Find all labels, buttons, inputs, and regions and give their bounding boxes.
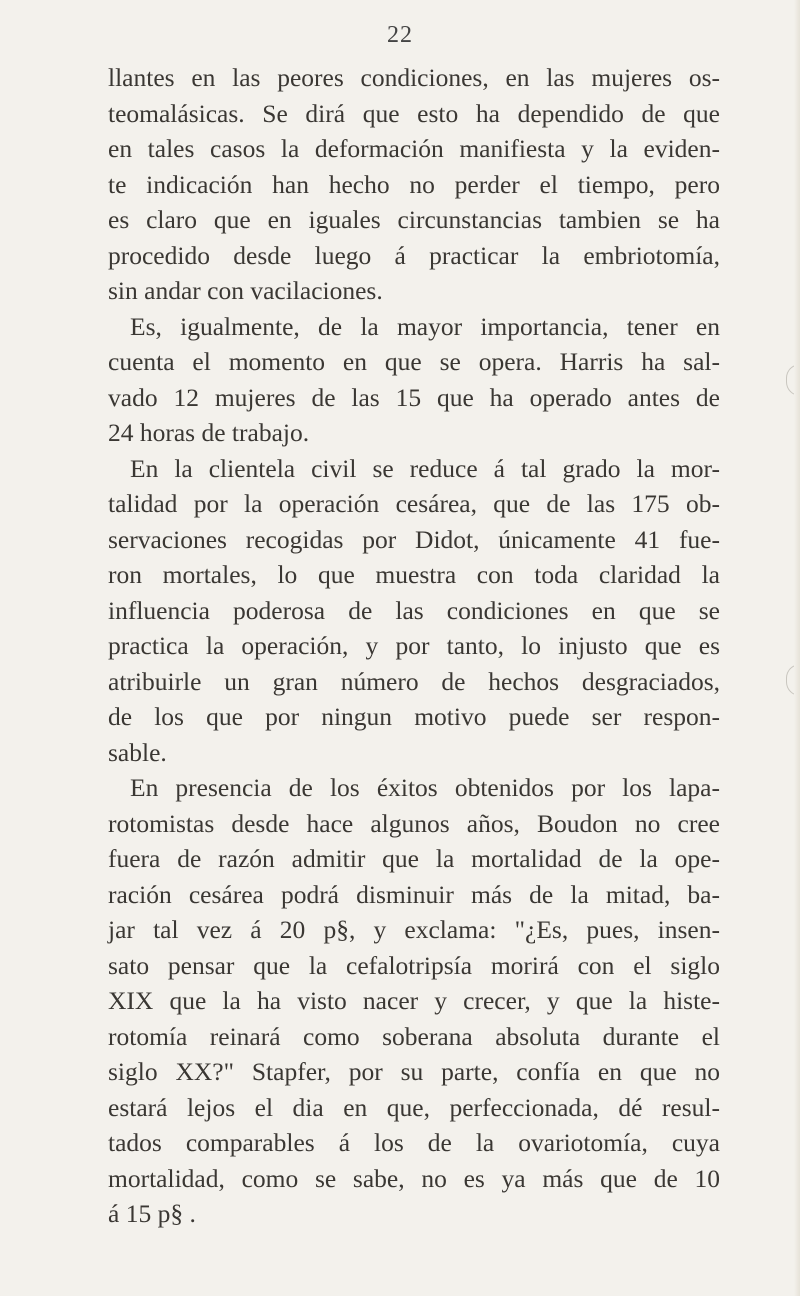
page-edge xyxy=(794,0,800,1296)
body-text xyxy=(108,60,720,1232)
text-line: estará lejos el dia en que, perfeccionada, dé resul- xyxy=(108,1092,720,1122)
text-line: vado 12 mujeres de las 15 que ha operado antes de xyxy=(108,382,720,412)
text-line: sin andar con vacilaciones. xyxy=(108,276,383,305)
text-line: llantes en las peores condiciones, en las mujeres os- xyxy=(108,63,720,92)
text-line: te indicación han hecho no perder el tiempo, pero xyxy=(108,169,720,199)
text-line: tados comparables á los de la ovariotomía, cuya xyxy=(108,1128,720,1157)
text-line: sato pensar que la cefalotripsía morirá con el siglo xyxy=(108,950,720,980)
text-line: rotomía reinará como soberana absoluta durante el xyxy=(108,1021,720,1051)
text-line: 24 horas de trabajo. xyxy=(108,418,310,447)
text-line: practica la operación, y por tanto, lo injusto que es xyxy=(108,631,720,660)
text-line: XIX que la ha visto nacer y crecer, y que la histe- xyxy=(108,986,720,1015)
text-line: ron mortales, lo que muestra con toda claridad la xyxy=(108,560,720,589)
text-line: talidad por la operación cesárea, que de las 175 ob- xyxy=(108,489,720,518)
text-line: jar tal vez á 20 p§, y exclama: "¿Es, pues, insen- xyxy=(108,915,720,944)
text-line: procedido desde luego á practicar la embriotomía, xyxy=(108,240,720,270)
text-line: atribuirle un gran número de hechos desgraciados, xyxy=(108,666,720,696)
text-line: á 15 p§ . xyxy=(108,1199,196,1228)
text-line: rotomistas desde hace algunos años, Boudon no cree xyxy=(108,808,720,838)
text-line: en tales casos la deformación manifiesta y la eviden- xyxy=(108,134,720,163)
text-line: ración cesárea podrá disminuir más de la mitad, ba- xyxy=(108,879,720,909)
text-line: cuenta el momento en que se opera. Harris ha sal- xyxy=(108,347,720,376)
text-line: sable. xyxy=(108,737,167,767)
text-line: fuera de razón admitir que la mortalidad de la ope- xyxy=(108,844,720,873)
text-line: En presencia de los éxitos obtenidos por los lapa- xyxy=(130,773,720,802)
text-line: teomalásicas. Se dirá que esto ha dependido de que xyxy=(108,98,720,128)
text-line: influencia poderosa de las condiciones en que se xyxy=(108,595,720,625)
text-line: mortalidad, como se sabe, no es ya más que de 10 xyxy=(108,1163,720,1193)
text-line: En la clientela civil se reduce á tal grado la mor- xyxy=(130,453,720,483)
text-line: de los que por ningun motivo puede ser respon- xyxy=(108,702,720,731)
text-line: servaciones recogidas por Didot, únicamente 41 fue- xyxy=(108,524,720,554)
text-line: siglo XX?" Stapfer, por su parte, confía en que no xyxy=(108,1057,720,1086)
page-number: 22 xyxy=(387,22,413,48)
text-line: Es, igualmente, de la mayor importancia, tener en xyxy=(130,311,720,341)
text-line: es claro que en iguales circunstancias tambien se ha xyxy=(108,205,720,234)
